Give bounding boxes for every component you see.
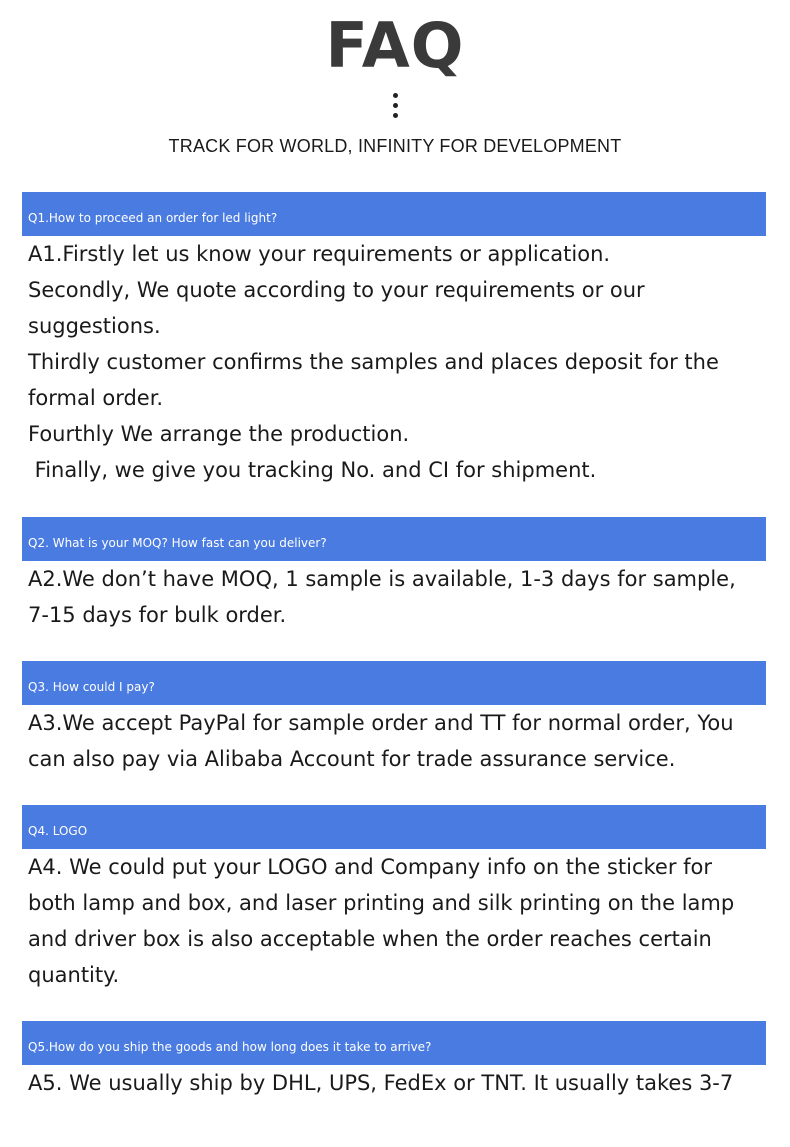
answer-1 — [28, 236, 768, 488]
vertical-ellipsis-icon — [391, 93, 399, 125]
answer-1-line: Thirdly customer confirms the samples and places deposit for the — [28, 350, 719, 374]
answer-4 — [28, 849, 768, 993]
answer-3-line: can also pay via Alibaba Account for trade assurance service. — [28, 747, 676, 771]
answer-1-line: Fourthly We arrange the production. — [28, 422, 410, 446]
answer-1-line: formal order. — [28, 386, 164, 410]
answer-3-line: A3.We accept PayPal for sample order and TT for normal order, You — [28, 711, 734, 735]
answer-2-line: A2.We don’t have MOQ, 1 sample is available, 1-3 days for sample, — [28, 567, 736, 591]
answer-1-line: suggestions. — [28, 314, 161, 338]
answer-4-line: quantity. — [28, 963, 120, 987]
answer-5 — [28, 1065, 768, 1101]
answer-1-line: Secondly, We quote according to your requirements or our — [28, 278, 645, 302]
answer-1-line: Finally, we give you tracking No. and CI for shipment. — [28, 458, 597, 482]
page-subtitle: TRACK FOR WORLD, INFINITY FOR DEVELOPMENT — [168, 136, 622, 156]
answer-4-line: A4. We could put your LOGO and Company info on the sticker for — [28, 855, 713, 879]
question-bar-3: Q3. How could I pay? — [22, 661, 766, 705]
question-bar-1: Q1.How to proceed an order for led light? — [22, 192, 766, 236]
answer-2-line: 7-15 days for bulk order. — [28, 603, 287, 627]
page-title: FAQ — [325, 9, 465, 82]
question-bar-4: Q4. LOGO — [22, 805, 766, 849]
answer-4-line: and driver box is also acceptable when the order reaches certain — [28, 927, 712, 951]
answer-2 — [28, 561, 768, 633]
answer-1-line: A1.Firstly let us know your requirements or application. — [28, 242, 611, 266]
question-bar-2: Q2. What is your MOQ? How fast can you deliver? — [22, 517, 766, 561]
answer-3 — [28, 705, 768, 777]
answer-4-line: both lamp and box, and laser printing and silk printing on the lamp — [28, 891, 735, 915]
answer-5-line: A5. We usually ship by DHL, UPS, FedEx or TNT. It usually takes 3-7 — [28, 1071, 734, 1095]
question-bar-5: Q5.How do you ship the goods and how long does it take to arrive? — [22, 1021, 766, 1065]
